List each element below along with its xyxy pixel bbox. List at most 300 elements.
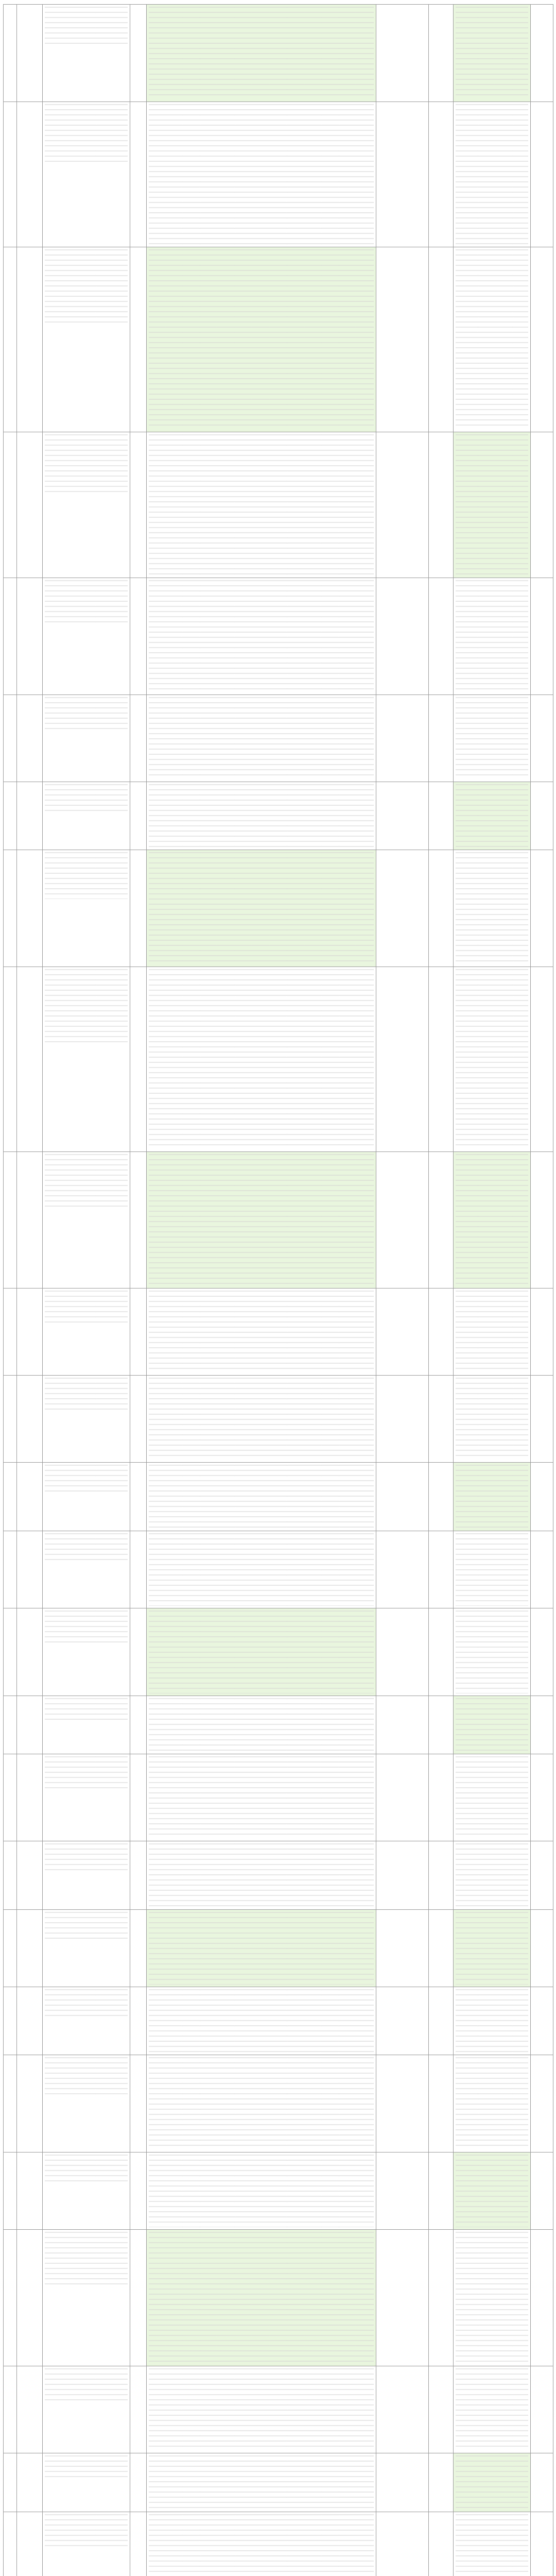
- date-cell: [531, 850, 553, 967]
- cell-text: [147, 2366, 376, 2369]
- table-row: [4, 2152, 553, 2229]
- basis-cell: [376, 1376, 429, 1463]
- cell-text: [454, 1841, 530, 1844]
- measure-cell: [429, 2366, 454, 2453]
- basis-cell: [376, 1696, 429, 1754]
- basis-cell: [376, 1608, 429, 1696]
- paragraph-texture: [45, 1698, 128, 1721]
- subject-cell: [43, 2512, 130, 2576]
- table-row: [4, 1909, 553, 1987]
- result-cell: [454, 1608, 531, 1696]
- case-code: [17, 1376, 43, 1463]
- cell-text: [454, 1608, 530, 1612]
- paragraph-texture: [45, 2368, 128, 2403]
- cell-text: [4, 2512, 16, 2515]
- cell-text: [429, 695, 453, 698]
- case-code: [17, 1909, 43, 1987]
- paragraph-texture: [149, 969, 374, 1149]
- table-row: [4, 1841, 553, 1909]
- result-cell: [454, 1376, 531, 1463]
- type-cell: [130, 1463, 147, 1531]
- subject-cell: [43, 578, 130, 694]
- table-row: [4, 1608, 553, 1696]
- cell-text: [130, 1987, 146, 1990]
- cell-text: [43, 782, 130, 785]
- result-cell: [454, 2055, 531, 2153]
- type-cell: [130, 782, 147, 850]
- paragraph-texture: [149, 852, 374, 964]
- cell-text: [130, 1754, 146, 1757]
- table-row: [4, 694, 553, 782]
- type-cell: [130, 2152, 147, 2229]
- subject-cell: [43, 1696, 130, 1754]
- cell-text: [130, 850, 146, 853]
- basis-cell: [376, 1463, 429, 1531]
- measure-cell: [429, 432, 454, 578]
- date-cell: [531, 1288, 553, 1375]
- subject-cell: [43, 1531, 130, 1608]
- case-code: [17, 1608, 43, 1696]
- date-cell: [531, 782, 553, 850]
- cell-text: [454, 578, 530, 581]
- subject-cell: [43, 1288, 130, 1375]
- subject-cell: [43, 1841, 130, 1909]
- result-cell: [454, 2453, 531, 2512]
- table-row: [4, 5, 553, 102]
- details-cell: [147, 1841, 376, 1909]
- cell-text: [43, 2055, 130, 2058]
- cell-text: [17, 1696, 42, 1699]
- cell-text: [147, 1376, 376, 1379]
- cell-text: [17, 578, 42, 581]
- paragraph-texture: [456, 2514, 528, 2576]
- paragraph-texture: [45, 1989, 128, 2016]
- paragraph-texture: [45, 2057, 128, 2096]
- type-cell: [130, 1754, 147, 1841]
- result-cell: [454, 1909, 531, 1987]
- cell-text: [130, 782, 146, 785]
- result-cell: [454, 1463, 531, 1531]
- paragraph-texture: [45, 1291, 128, 1325]
- paragraph-texture: [45, 1611, 128, 1645]
- paragraph-texture: [45, 434, 128, 493]
- paragraph-texture: [149, 1378, 374, 1460]
- details-cell: [147, 1909, 376, 1987]
- paragraph-texture: [149, 2155, 374, 2227]
- cell-text: [130, 967, 146, 970]
- details-cell: [147, 2453, 376, 2512]
- cell-text: [531, 1987, 553, 1990]
- basis-cell: [376, 5, 429, 102]
- paragraph-texture: [45, 2232, 128, 2286]
- measure-cell: [429, 1608, 454, 1696]
- result-cell: [454, 1841, 531, 1909]
- type-cell: [130, 432, 147, 578]
- type-cell: [130, 101, 147, 247]
- result-cell: [454, 1531, 531, 1608]
- subject-cell: [43, 1463, 130, 1531]
- paragraph-texture: [45, 969, 128, 1043]
- cell-text: [429, 1152, 453, 1155]
- cell-text: [17, 1531, 42, 1534]
- cell-text: [147, 2512, 376, 2515]
- date-cell: [531, 2055, 553, 2153]
- result-cell: [454, 694, 531, 782]
- case-code: [17, 782, 43, 850]
- measure-cell: [429, 2453, 454, 2512]
- case-code: [17, 1288, 43, 1375]
- table-row: [4, 432, 553, 578]
- date-cell: [531, 2152, 553, 2229]
- details-cell: [147, 1754, 376, 1841]
- table-row: [4, 2453, 553, 2512]
- result-cell: [454, 2230, 531, 2366]
- row-number: [4, 1608, 17, 1696]
- type-cell: [130, 1151, 147, 1288]
- cell-text: [376, 1289, 428, 1292]
- subject-cell: [43, 1987, 130, 2055]
- cell-text: [17, 1376, 42, 1379]
- paragraph-texture: [149, 1912, 374, 1985]
- measure-cell: [429, 782, 454, 850]
- type-cell: [130, 1376, 147, 1463]
- row-number: [4, 782, 17, 850]
- case-code: [17, 1696, 43, 1754]
- paragraph-texture: [456, 852, 528, 964]
- details-cell: [147, 578, 376, 694]
- date-cell: [531, 2453, 553, 2512]
- basis-cell: [376, 1987, 429, 2055]
- cell-text: [147, 967, 376, 970]
- cell-text: [531, 850, 553, 853]
- cell-text: [43, 1910, 130, 1913]
- cell-text: [43, 5, 130, 8]
- paragraph-texture: [456, 1756, 528, 1839]
- paragraph-texture: [45, 104, 128, 162]
- paragraph-texture: [149, 2232, 374, 2364]
- cell-text: [531, 1696, 553, 1699]
- cell-text: [454, 1754, 530, 1757]
- cell-text: [429, 850, 453, 853]
- cell-text: [531, 2453, 553, 2456]
- paragraph-texture: [149, 1465, 374, 1528]
- cell-text: [376, 1910, 428, 1913]
- cell-text: [4, 967, 16, 970]
- cell-text: [4, 1696, 16, 1699]
- basis-cell: [376, 101, 429, 247]
- basis-cell: [376, 2366, 429, 2453]
- date-cell: [531, 432, 553, 578]
- date-cell: [531, 1754, 553, 1841]
- paragraph-texture: [45, 580, 128, 626]
- cell-text: [130, 1289, 146, 1292]
- date-cell: [531, 578, 553, 694]
- cell-text: [17, 1910, 42, 1913]
- cell-text: [531, 102, 553, 105]
- result-cell: [454, 1696, 531, 1754]
- cell-text: [43, 1289, 130, 1292]
- row-number: [4, 1841, 17, 1909]
- details-cell: [147, 1696, 376, 1754]
- cell-text: [454, 1910, 530, 1913]
- row-number: [4, 1288, 17, 1375]
- row-number: [4, 2152, 17, 2229]
- date-cell: [531, 1376, 553, 1463]
- details-cell: [147, 1288, 376, 1375]
- cell-text: [4, 2230, 16, 2233]
- cell-text: [376, 2153, 428, 2156]
- measure-cell: [429, 2230, 454, 2366]
- paragraph-texture: [149, 1756, 374, 1839]
- type-cell: [130, 2512, 147, 2576]
- cell-text: [376, 695, 428, 698]
- case-code: [17, 2512, 43, 2576]
- cell-text: [454, 850, 530, 853]
- paragraph-texture: [456, 1291, 528, 1373]
- cell-text: [43, 1987, 130, 1990]
- cell-text: [130, 247, 146, 250]
- result-cell: [454, 101, 531, 247]
- table-row: [4, 967, 553, 1151]
- row-number: [4, 1909, 17, 1987]
- result-cell: [454, 1288, 531, 1375]
- subject-cell: [43, 967, 130, 1151]
- cell-text: [147, 2230, 376, 2233]
- cell-text: [454, 1376, 530, 1379]
- paragraph-texture: [45, 1756, 128, 1791]
- table-row: [4, 2055, 553, 2153]
- subject-cell: [43, 2152, 130, 2229]
- details-cell: [147, 782, 376, 850]
- cell-text: [376, 1987, 428, 1990]
- table-row: [4, 1696, 553, 1754]
- cell-text: [4, 1463, 16, 1466]
- table-row: [4, 850, 553, 967]
- details-cell: [147, 1151, 376, 1288]
- cell-text: [43, 2512, 130, 2515]
- cell-text: [454, 2230, 530, 2233]
- subject-cell: [43, 432, 130, 578]
- table-row: [4, 1754, 553, 1841]
- cell-text: [17, 5, 42, 8]
- cell-text: [376, 5, 428, 8]
- row-number: [4, 1531, 17, 1608]
- paragraph-texture: [149, 434, 374, 575]
- cell-text: [376, 782, 428, 785]
- paragraph-texture: [149, 1291, 374, 1373]
- cell-text: [4, 247, 16, 250]
- details-cell: [147, 1376, 376, 1463]
- case-code: [17, 1151, 43, 1288]
- cell-text: [130, 2366, 146, 2369]
- cell-text: [4, 1289, 16, 1292]
- cell-text: [429, 1841, 453, 1844]
- date-cell: [531, 1909, 553, 1987]
- basis-cell: [376, 2152, 429, 2229]
- paragraph-texture: [149, 1698, 374, 1752]
- paragraph-texture: [45, 7, 128, 45]
- cell-text: [130, 1463, 146, 1466]
- paragraph-texture: [456, 1465, 528, 1528]
- case-code: [17, 578, 43, 694]
- cell-text: [376, 102, 428, 105]
- cell-text: [17, 432, 42, 435]
- row-number: [4, 2453, 17, 2512]
- basis-cell: [376, 1841, 429, 1909]
- table-row: [4, 2230, 553, 2366]
- type-cell: [130, 247, 147, 432]
- cell-text: [4, 1152, 16, 1155]
- cell-text: [531, 2055, 553, 2058]
- cell-text: [531, 5, 553, 8]
- cell-text: [130, 1152, 146, 1155]
- cell-text: [531, 2366, 553, 2369]
- row-number: [4, 694, 17, 782]
- cell-text: [130, 2153, 146, 2156]
- cell-text: [531, 1910, 553, 1913]
- records-table: [3, 4, 553, 2576]
- row-number: [4, 432, 17, 578]
- cell-text: [454, 1152, 530, 1155]
- cell-text: [429, 1754, 453, 1757]
- table-row: [4, 247, 553, 432]
- cell-text: [147, 578, 376, 581]
- paragraph-texture: [456, 104, 528, 245]
- result-cell: [454, 2366, 531, 2453]
- cell-text: [454, 782, 530, 785]
- cell-text: [454, 2366, 530, 2369]
- paragraph-texture: [456, 2368, 528, 2451]
- table-row: [4, 101, 553, 247]
- cell-text: [376, 1608, 428, 1612]
- type-cell: [130, 1987, 147, 2055]
- cell-text: [17, 1608, 42, 1612]
- row-number: [4, 1376, 17, 1463]
- cell-text: [43, 1463, 130, 1466]
- cell-text: [531, 1531, 553, 1534]
- cell-text: [4, 782, 16, 785]
- details-cell: [147, 967, 376, 1151]
- result-cell: [454, 1151, 531, 1288]
- cell-text: [429, 1608, 453, 1612]
- basis-cell: [376, 1754, 429, 1841]
- result-cell: [454, 850, 531, 967]
- paragraph-texture: [45, 2514, 128, 2549]
- cell-text: [17, 1152, 42, 1155]
- date-cell: [531, 1531, 553, 1608]
- details-cell: [147, 1531, 376, 1608]
- table-row: [4, 1463, 553, 1531]
- table-row: [4, 2512, 553, 2576]
- result-cell: [454, 578, 531, 694]
- cell-text: [454, 2055, 530, 2058]
- cell-text: [531, 782, 553, 785]
- cell-text: [429, 1376, 453, 1379]
- cell-text: [454, 2512, 530, 2515]
- case-code: [17, 2453, 43, 2512]
- case-code: [17, 101, 43, 247]
- cell-text: [17, 2512, 42, 2515]
- cell-text: [4, 2453, 16, 2456]
- paragraph-texture: [456, 249, 528, 430]
- paragraph-texture: [45, 1533, 128, 1564]
- cell-text: [130, 1696, 146, 1699]
- paragraph-texture: [149, 249, 374, 430]
- subject-cell: [43, 1608, 130, 1696]
- cell-text: [147, 1463, 376, 1466]
- date-cell: [531, 1987, 553, 2055]
- date-cell: [531, 1696, 553, 1754]
- row-number: [4, 2055, 17, 2153]
- details-cell: [147, 850, 376, 967]
- type-cell: [130, 1531, 147, 1608]
- cell-text: [4, 102, 16, 105]
- cell-text: [17, 2230, 42, 2233]
- row-number: [4, 1463, 17, 1531]
- type-cell: [130, 1696, 147, 1754]
- cell-text: [454, 1289, 530, 1292]
- type-cell: [130, 578, 147, 694]
- cell-text: [130, 1376, 146, 1379]
- cell-text: [43, 850, 130, 853]
- paragraph-texture: [456, 2155, 528, 2227]
- cell-text: [17, 1289, 42, 1292]
- cell-text: [17, 2055, 42, 2058]
- cell-text: [454, 102, 530, 105]
- case-code: [17, 1987, 43, 2055]
- subject-cell: [43, 247, 130, 432]
- subject-cell: [43, 1376, 130, 1463]
- subject-cell: [43, 1151, 130, 1288]
- result-cell: [454, 1754, 531, 1841]
- cell-text: [531, 2153, 553, 2156]
- cell-text: [147, 432, 376, 435]
- cell-text: [429, 5, 453, 8]
- cell-text: [43, 578, 130, 581]
- row-number: [4, 1754, 17, 1841]
- type-cell: [130, 5, 147, 102]
- cell-text: [147, 1987, 376, 1990]
- cell-text: [429, 247, 453, 250]
- cell-text: [4, 1754, 16, 1757]
- cell-text: [429, 782, 453, 785]
- details-cell: [147, 101, 376, 247]
- measure-cell: [429, 1841, 454, 1909]
- cell-text: [4, 1608, 16, 1612]
- basis-cell: [376, 432, 429, 578]
- details-cell: [147, 2055, 376, 2153]
- cell-text: [130, 1841, 146, 1844]
- cell-text: [4, 850, 16, 853]
- paragraph-texture: [45, 2455, 128, 2479]
- case-code: [17, 967, 43, 1151]
- cell-text: [17, 102, 42, 105]
- cell-text: [454, 2153, 530, 2156]
- cell-text: [531, 1754, 553, 1757]
- cell-text: [376, 1531, 428, 1534]
- row-number: [4, 1987, 17, 2055]
- details-cell: [147, 2230, 376, 2366]
- details-cell: [147, 1987, 376, 2055]
- cell-text: [4, 1910, 16, 1913]
- paragraph-texture: [149, 1611, 374, 1693]
- cell-text: [531, 695, 553, 698]
- case-code: [17, 1463, 43, 1531]
- details-cell: [147, 432, 376, 578]
- cell-text: [429, 967, 453, 970]
- basis-cell: [376, 782, 429, 850]
- cell-text: [376, 578, 428, 581]
